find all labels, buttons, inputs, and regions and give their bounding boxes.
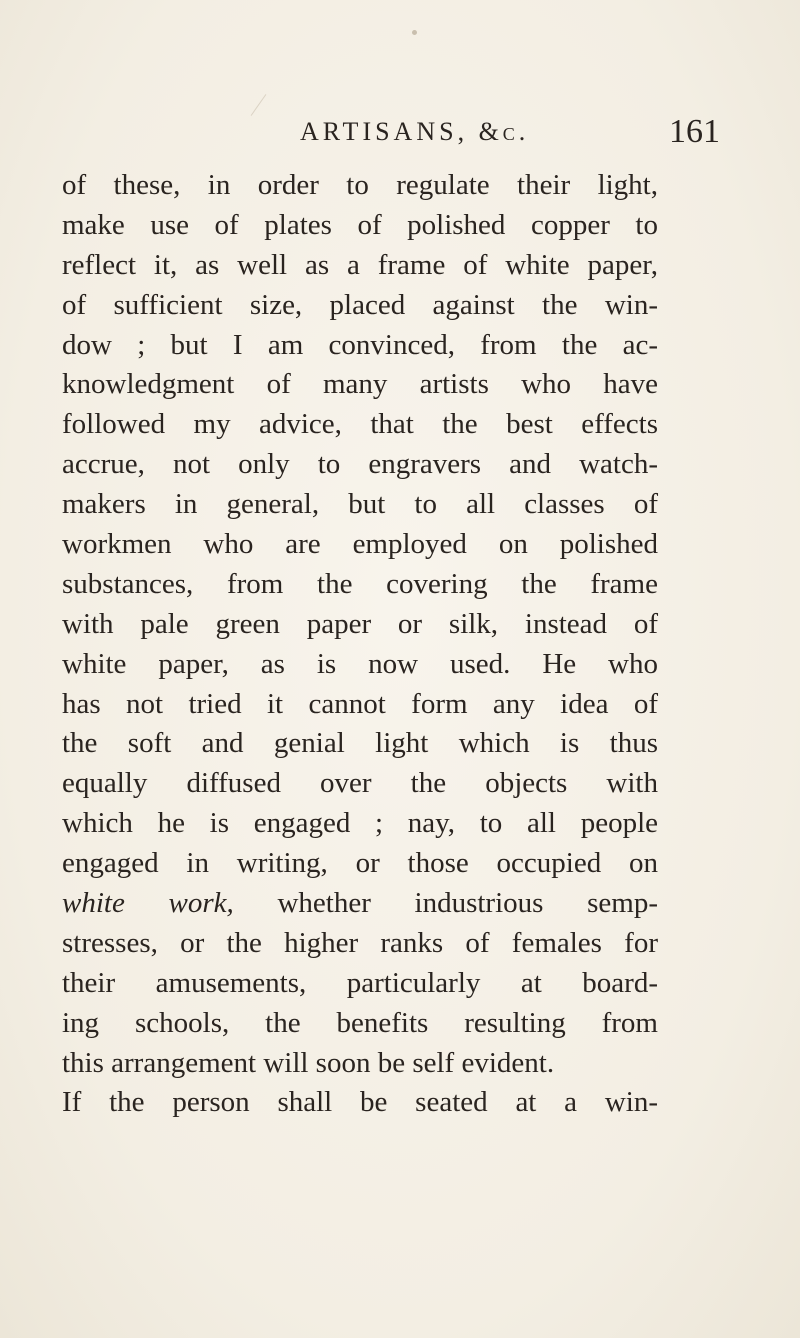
paper-speck — [412, 30, 417, 35]
text-line: ing schools, the benefits resulting from — [62, 1006, 658, 1039]
body-text — [62, 166, 658, 1123]
text-line: this arrangement will soon be self evident. — [62, 1046, 555, 1079]
text-line: has not tried it cannot form any idea of — [62, 687, 658, 720]
text-line: which he is engaged ; nay, to all people — [62, 807, 658, 840]
page-number: 161 — [669, 113, 720, 150]
text-line: of sufficient size, placed against the win- — [62, 288, 658, 321]
text-line-with-italic — [62, 884, 658, 924]
text-line: substances, from the covering the frame — [62, 567, 658, 600]
text-line: followed my advice, that the best effects — [62, 408, 658, 441]
text-line: dow ; but I am convinced, from the ac- — [62, 328, 658, 361]
text-line: If the person shall be seated at a win- — [62, 1086, 658, 1119]
text-line: equally diffused over the objects with — [62, 767, 658, 800]
text-line: makers in general, but to all classes of — [62, 488, 658, 521]
text-line-rest: whether industrious semp- — [233, 887, 658, 920]
text-line: with pale green paper or silk, instead of — [62, 607, 658, 640]
text-line: stresses, or the higher ranks of females for — [62, 926, 658, 959]
text-line: the soft and genial light which is thus — [62, 727, 658, 760]
text-line: workmen who are employed on polished — [62, 528, 658, 561]
text-line: their amusements, particularly at board- — [62, 966, 658, 999]
text-line: white paper, as is now used. He who — [62, 647, 658, 680]
page-header — [300, 112, 720, 152]
text-line: make use of plates of polished copper to — [62, 208, 658, 241]
text-line: knowledgment of many artists who have — [62, 368, 658, 401]
text-line: of these, in order to regulate their light, — [62, 169, 658, 201]
text-line: accrue, not only to engravers and watch- — [62, 448, 658, 481]
running-head: ARTISANS, &c. — [300, 117, 530, 146]
italic-phrase: white work, — [62, 887, 234, 920]
paper-crease — [251, 94, 267, 116]
text-line: engaged in writing, or those occupied on — [62, 847, 658, 880]
text-line: reflect it, as well as a frame of white paper, — [62, 248, 658, 281]
